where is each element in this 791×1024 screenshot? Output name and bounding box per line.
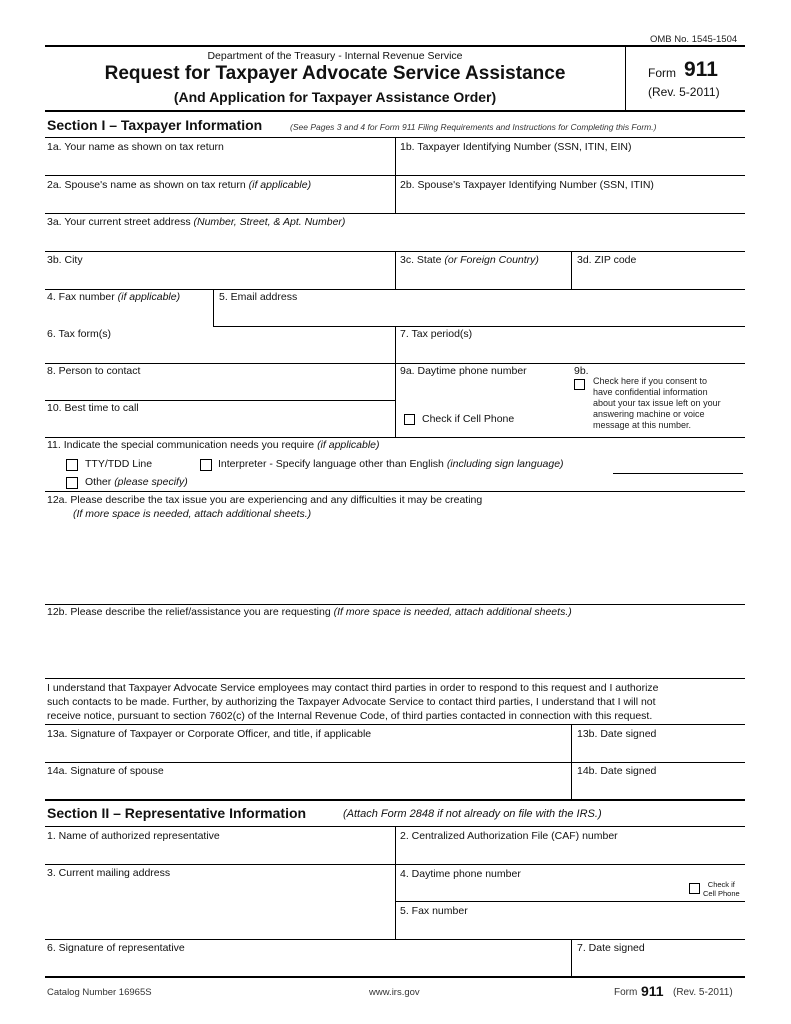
fax-number-field[interactable] — [45, 290, 213, 326]
rep-cell-phone-checkbox[interactable] — [689, 883, 700, 894]
field-13b-label: 13b. Date signed — [577, 728, 657, 740]
rep-field-7-label: 7. Date signed — [577, 942, 645, 954]
representative-fax-field[interactable] — [396, 902, 745, 939]
consent-text-line: answering machine or voice — [593, 409, 705, 419]
section2-title: Section II – Representative Information — [47, 805, 307, 821]
field-1a-label: 1a. Your name as shown on tax return — [47, 141, 224, 153]
rep-field-6-label: 6. Signature of representative — [47, 942, 185, 954]
rep-field-2-label: 2. Centralized Authorization File (CAF) number — [400, 830, 618, 842]
rule — [45, 491, 745, 492]
bottom-rule — [45, 976, 745, 978]
field-2a-label: 2a. Spouse's name as shown on tax return — [47, 179, 246, 191]
consent-paragraph-line: such contacts to be made. Further, by authorizing the Taxpayer Advocate Service to contact third parties, I understand that I will not — [47, 696, 656, 708]
interpreter-note: (including sign language) — [446, 458, 564, 470]
field-4-note: (if applicable) — [117, 291, 181, 303]
tax-issue-description-field[interactable] — [45, 522, 745, 604]
tax-periods-field[interactable] — [396, 327, 745, 363]
spouse-id-field[interactable] — [396, 176, 745, 213]
field-3b-label: 3b. City — [47, 254, 83, 266]
state-field[interactable] — [396, 252, 571, 289]
email-address-field[interactable] — [214, 290, 745, 326]
representative-signature-field[interactable] — [45, 940, 571, 976]
section1-title: Section I – Taxpayer Information — [47, 117, 263, 133]
other-label: Other — [85, 476, 112, 488]
tty-label: TTY/TDD Line — [85, 458, 153, 470]
field-4-label: 4. Fax number — [47, 291, 115, 303]
field-14b-label: 14b. Date signed — [577, 765, 657, 777]
spouse-signature-field[interactable] — [45, 763, 571, 799]
field-9b-label: 9b. — [574, 365, 589, 377]
city-field[interactable] — [45, 252, 395, 289]
field-6-label: 6. Tax form(s) — [47, 328, 111, 340]
field-13a-label: 13a. Signature of Taxpayer or Corporate Officer, and title, if applicable — [47, 728, 372, 740]
field-10-label: 10. Best time to call — [47, 402, 139, 414]
field-11-note: (if applicable) — [317, 439, 380, 451]
field-3a-note: (Number, Street, & Apt. Number) — [193, 216, 346, 228]
rep-check-if-label: Check if — [707, 880, 735, 889]
spouse-date-signed-field[interactable] — [572, 763, 745, 799]
other-checkbox[interactable] — [66, 477, 78, 489]
rep-cell-phone-label: Cell Phone — [703, 889, 740, 898]
interpreter-checkbox[interactable] — [200, 459, 212, 471]
consent-text-line: have confidential information — [593, 387, 708, 397]
field-5-label: 5. Email address — [219, 291, 298, 303]
field-3c-note: (or Foreign Country) — [444, 254, 539, 266]
taxpayer-signature-field[interactable] — [45, 725, 571, 762]
form-label: Form — [648, 66, 676, 80]
taxpayer-date-signed-field[interactable] — [572, 725, 745, 762]
field-12a-label: 12a. Please describe the tax issue you are experiencing and any difficulties it may be creating — [47, 494, 483, 506]
representative-address-field[interactable] — [45, 865, 395, 939]
cell-phone-checkbox[interactable] — [404, 414, 415, 425]
tax-forms-field[interactable] — [45, 327, 395, 363]
footer-revision: (Rev. 5-2011) — [673, 987, 733, 998]
header-top-rule — [45, 45, 745, 47]
rep-field-1-label: 1. Name of authorized representative — [47, 830, 220, 842]
representative-date-signed-field[interactable] — [572, 940, 745, 976]
consent-paragraph-line: I understand that Taxpayer Advocate Service employees may contact third parties in order to respond to this request and I authorize — [47, 682, 659, 694]
form-revision: (Rev. 5-2011) — [648, 85, 720, 99]
omb-number: OMB No. 1545-1504 — [650, 34, 738, 45]
spouse-name-field[interactable] — [45, 176, 395, 213]
street-address-field[interactable] — [45, 214, 745, 250]
consent-text-line: about your tax issue left on your — [593, 398, 721, 408]
interpreter-language-field[interactable] — [613, 473, 743, 474]
website: www.irs.gov — [369, 987, 420, 998]
rep-field-4-label: 4. Daytime phone number — [400, 868, 521, 880]
tty-checkbox[interactable] — [66, 459, 78, 471]
field-2a-note: (if applicable) — [248, 179, 312, 191]
footer-form-number: 911 — [641, 983, 664, 999]
cell-phone-label: Check if Cell Phone — [422, 413, 515, 425]
field-3c-label: 3c. State — [400, 254, 442, 266]
header-divider — [625, 46, 626, 110]
consent-message-checkbox[interactable] — [574, 379, 585, 390]
form-title: Request for Taxpayer Advocate Service Assistance — [104, 63, 566, 84]
taxpayer-id-field[interactable] — [396, 138, 745, 174]
section-divider — [45, 799, 745, 801]
field-3d-label: 3d. ZIP code — [577, 254, 637, 266]
form-number: 911 — [684, 58, 718, 81]
field-11-label: 11. Indicate the special communication needs you require — [47, 439, 315, 451]
representative-name-field[interactable] — [45, 827, 395, 864]
form-subtitle: (And Application for Taxpayer Assistance Order) — [173, 89, 497, 105]
zip-code-field[interactable] — [572, 252, 745, 289]
section2-note: (Attach Form 2848 if not already on file with the IRS.) — [343, 808, 602, 820]
consent-text-line: Check here if you consent to — [593, 376, 708, 386]
field-3a-label: 3a. Your current street address — [47, 216, 191, 228]
taxpayer-name-field[interactable] — [45, 138, 395, 174]
department-name: Department of the Treasury - Internal Revenue Service — [207, 50, 463, 62]
other-note: (please specify) — [114, 476, 188, 488]
best-time-to-call-field[interactable] — [45, 401, 395, 437]
footer-form-label: Form — [614, 987, 638, 998]
relief-requested-field[interactable] — [45, 621, 745, 677]
rep-field-3-label: 3. Current mailing address — [47, 867, 171, 879]
rule — [45, 678, 745, 679]
interpreter-label: Interpreter - Specify language other than English — [218, 458, 444, 470]
field-1b-label: 1b. Taxpayer Identifying Number (SSN, ITIN, EIN) — [400, 141, 632, 153]
field-2b-label: 2b. Spouse's Taxpayer Identifying Number (SSN, ITIN) — [400, 179, 654, 191]
daytime-phone-field[interactable] — [396, 378, 566, 404]
rule — [45, 604, 745, 605]
field-9a-label: 9a. Daytime phone number — [400, 365, 527, 377]
person-to-contact-field[interactable] — [45, 364, 395, 400]
representative-phone-field[interactable] — [396, 865, 681, 901]
rep-field-5-label: 5. Fax number — [400, 905, 468, 917]
consent-paragraph-line: receive notice, pursuant to section 7602(c) of the Internal Revenue Code, of third parties contacted in connection with this request. — [47, 710, 653, 722]
field-8-label: 8. Person to contact — [47, 365, 141, 377]
consent-text-line: message at this number. — [593, 420, 692, 430]
rule — [45, 437, 745, 438]
section1-note: (See Pages 3 and 4 for Form 911 Filing Requirements and Instructions for Completing this Form.) — [290, 122, 657, 132]
field-12a-note: (If more space is needed, attach additional sheets.) — [73, 508, 312, 520]
catalog-number: Catalog Number 16965S — [47, 987, 152, 998]
field-12b-label: 12b. Please describe the relief/assistance you are requesting — [47, 606, 331, 618]
field-14a-label: 14a. Signature of spouse — [47, 765, 164, 777]
caf-number-field[interactable] — [396, 827, 745, 864]
field-12b-note: (If more space is needed, attach additional sheets.) — [333, 606, 572, 618]
field-7-label: 7. Tax period(s) — [400, 328, 473, 340]
header-bottom-rule — [45, 110, 745, 112]
